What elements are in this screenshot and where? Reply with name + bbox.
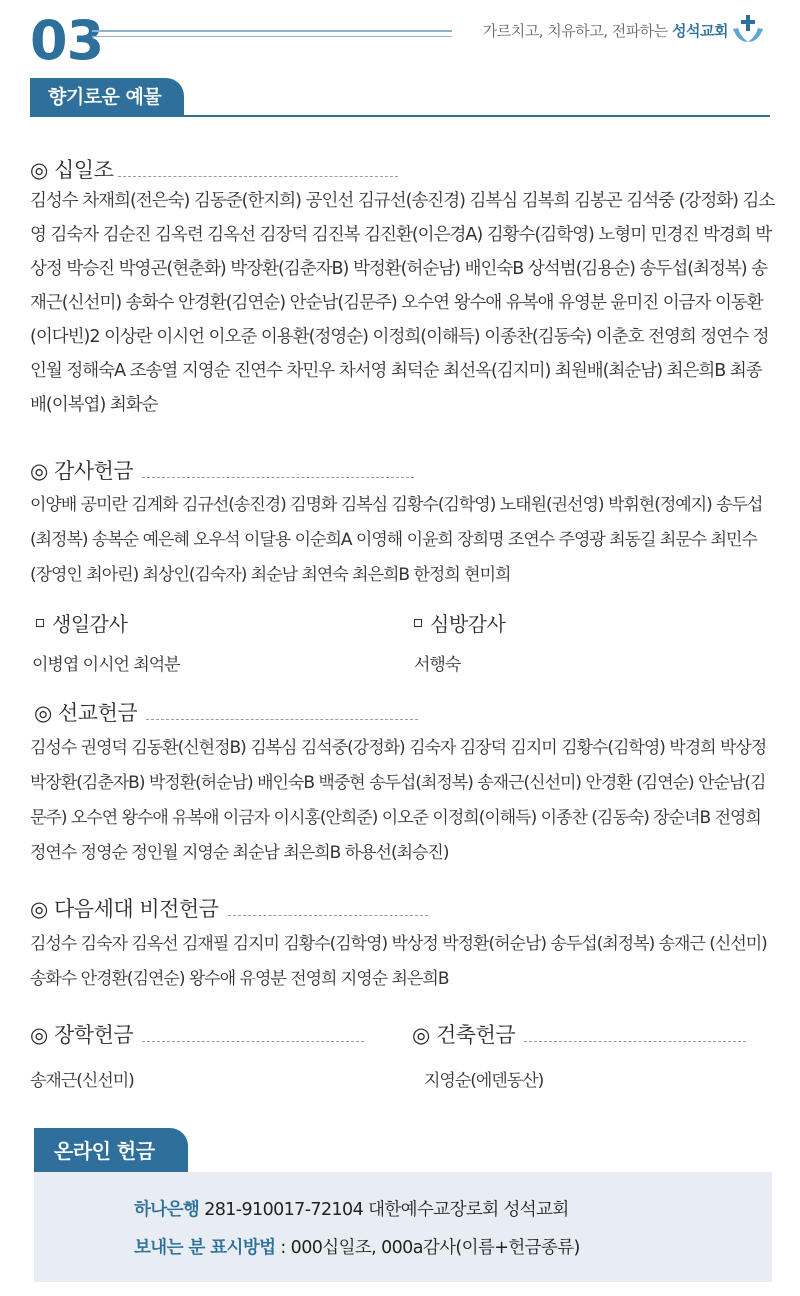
header [0,0,800,120]
header-rule-thin [92,36,452,37]
method-info: : 000십일조, 000a감사(이름+헌금종류) [275,1238,580,1258]
slogan-text: 가르치고, 치유하고, 전파하는 [482,22,668,40]
divider-dots [228,915,428,916]
bank-label: 하나은행 [134,1200,200,1220]
mission-names: 김성수 권영덕 김동환(신현정B) 김복심 김석중(강정화) 김숙자 김장덕 김지미 김황수(김학영) 박경희 박상정 박장환(김춘자B) 박정환(허순남) 배인숙B 백중현 송두섭(최정복) 송재근(신선미) 안경환 (김연순) 안순남(김문주) 오수연 왕수애 유복애 이금자 이시홍(안희준) 이오준 이정희(이해득) 이종찬 (김동숙) 장순녀B 전영희 정연수 정영순 정인월 지영순 최순남 최은희B 하용선(최승진) [30,738,767,863]
bank-info: 281-910017-72104 대한예수교장로회 성석교회 [199,1200,569,1220]
next-gen-names: 김성수 김숙자 김옥선 김재필 김지미 김황수(김학영) 박상정 박정환(허순남) 송두섭(최정복) 송재근 (신선미) 송화수 안경환(김연순) 왕수애 유영분 전영희 지영순 최은희B [30,934,767,989]
method-label: 보내는 분 표시방법 [134,1238,276,1258]
slogan [483,20,728,41]
thanks-names: 이양배 공미란 김계화 김규선(송진경) 김명화 김복심 김황수(김학영) 노태원(권선영) 박휘현(정예지) 송두섭(최정복) 송복순 예은혜 오우석 이달용 이순희A 이영해 이윤희 장희명 조연수 주영광 최동길 최문수 최민수(장영인 최아린) 최상인(김숙자) 최순남 최연숙 최은희B 한정희 현미희 [30,495,763,585]
building-names: 지영순(에덴동산) [424,1071,544,1091]
online-offering-box [34,1172,772,1282]
mission-title: ◎ 선교헌금 [34,701,138,725]
church-name: 성석교회 [672,22,728,40]
divider-dots [118,176,398,177]
header-rule [92,30,452,32]
scholarship-names: 송재근(신선미) [30,1071,134,1091]
divider-dots [524,1041,746,1042]
square-bullet-icon [414,619,422,627]
section-title-tab: 향기로운 예물 [30,78,184,116]
thanks-title: ◎ 감사헌금 [30,459,134,483]
divider-dots [142,1041,364,1042]
scholarship-title: ◎ 장학헌금 [30,1023,134,1047]
visit-names: 서행숙 [414,655,461,675]
square-bullet-icon [36,619,44,627]
church-cross-hands-icon [730,12,766,48]
online-offering-tab: 온라인 헌금 [34,1128,188,1172]
bank-account-line [134,1196,569,1221]
birthday-label-text: 생일감사 [52,612,128,636]
sender-method-line [134,1234,580,1259]
birthday-label [36,608,127,637]
tithe-title: ◎ 십일조 [30,158,114,182]
next-gen-title: ◎ 다음세대 비전헌금 [30,897,219,921]
visit-label-text: 심방감사 [430,612,506,636]
page-number: 03 [30,9,104,72]
divider-dots [146,719,418,720]
birthday-names: 이병엽 이시언 최억분 [32,655,180,675]
tithe-names: 김성수 차재희(전은숙) 김동준(한지희) 공인선 김규선(송진경) 김복심 김복희 김봉곤 김석중 (강정화) 김소영 김숙자 김순진 김옥련 김옥선 김장덕 김진복 김진환(이은경A) 김황수(김학영) 노형미 민경진 박경희 박상정 박승진 박영곤(현춘화) 박장환(김춘자B) 박정환(허순남) 배인숙B 상석범(김용순) 송두섭(최정복) 송재근(신선미) 송화수 안경환(김연순) 안순남(김문주) 오수연 왕수애 유복애 유영분 윤미진 이금자 이동환(이다빈)2 이상란 이시언 이오준 이용환(정영순) 이정희(이해득) 이종찬(김동숙) 이춘호 전영희 정연수 정인월 정해숙A 조송열 지영순 진연수 차민우 차서영 최덕순 최선옥(김지미) 최원배(최순남) 최은희B 최종배(이복엽) 최화순 [30,191,775,415]
title-rule [30,115,770,117]
visit-label [414,608,505,637]
building-title: ◎ 건축헌금 [412,1023,516,1047]
divider-dots [142,477,414,478]
